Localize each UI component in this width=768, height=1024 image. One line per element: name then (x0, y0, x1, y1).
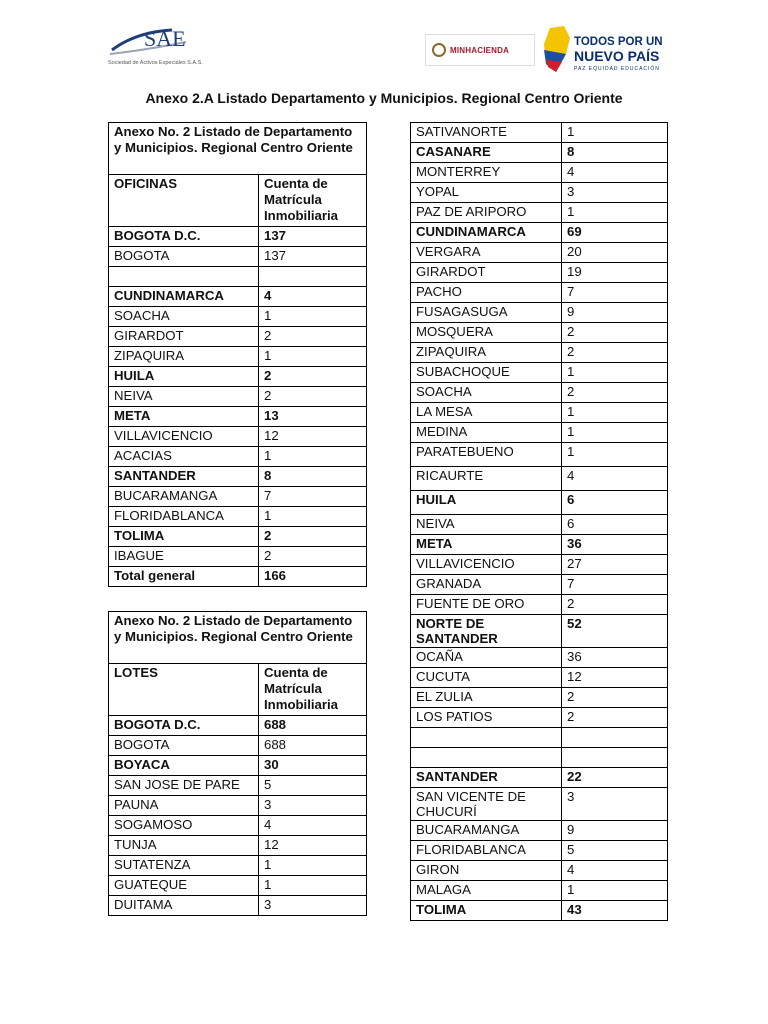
cell-name: GIRARDOT (411, 263, 562, 283)
cell-count: 13 (259, 407, 367, 427)
table-row (109, 796, 367, 816)
table-row (411, 708, 668, 728)
table-caption-row (109, 612, 367, 664)
table-row (411, 688, 668, 708)
cell-name: VERGARA (411, 243, 562, 263)
table-row (411, 491, 668, 515)
svg-text:SAE: SAE (144, 26, 186, 51)
cell-name: SUBACHOQUE (411, 363, 562, 383)
cell-name: TUNJA (109, 836, 259, 856)
cell-name: FUENTE DE ORO (411, 595, 562, 615)
cell-count: 36 (562, 535, 668, 555)
cell-name: HUILA (109, 367, 259, 387)
table-row (411, 203, 668, 223)
table-row (411, 223, 668, 243)
cell-name: META (411, 535, 562, 555)
cell-name: BOGOTA (109, 247, 259, 267)
cell-count: 2 (562, 595, 668, 615)
cell-name: NEIVA (109, 387, 259, 407)
table-row (411, 515, 668, 535)
table-row (411, 535, 668, 555)
cell-name: PARATEBUENO (411, 443, 562, 467)
cell-name: VILLAVICENCIO (109, 427, 259, 447)
page-title: Anexo 2.A Listado Departamento y Municipios. Regional Centro Oriente (145, 90, 623, 106)
cell-count: 7 (259, 487, 367, 507)
table-caption-row (109, 123, 367, 175)
cell-name: GUATEQUE (109, 876, 259, 896)
table-row (411, 423, 668, 443)
cell-count: 8 (562, 143, 668, 163)
cell-name: ZIPAQUIRA (109, 347, 259, 367)
cell-name (411, 728, 562, 748)
cell-count: 2 (259, 527, 367, 547)
cell-name (411, 748, 562, 768)
table-row (411, 841, 668, 861)
cell-name: SANTANDER (109, 467, 259, 487)
cell-count: 688 (259, 716, 367, 736)
table-row (109, 716, 367, 736)
cell-count: 1 (562, 363, 668, 383)
table-row (109, 227, 367, 247)
cell-count: 3 (259, 896, 367, 916)
table-row (411, 163, 668, 183)
cell-name: SANTANDER (411, 768, 562, 788)
table-row (411, 728, 668, 748)
table-row (411, 443, 668, 467)
table-row (109, 736, 367, 756)
cell-name: CUNDINAMARCA (109, 287, 259, 307)
cell-name: BUCARAMANGA (109, 487, 259, 507)
cell-count: 19 (562, 263, 668, 283)
cell-count: 137 (259, 247, 367, 267)
table-header-row (109, 175, 367, 227)
cell-count: 2 (562, 343, 668, 363)
cell-name: MALAGA (411, 881, 562, 901)
table-row (411, 748, 668, 768)
table-row (109, 387, 367, 407)
table-row (411, 788, 668, 821)
cell-count: 9 (562, 303, 668, 323)
cell-name: DUITAMA (109, 896, 259, 916)
cell-count: 6 (562, 491, 668, 515)
cell-count: 5 (259, 776, 367, 796)
cell-count: 12 (259, 427, 367, 447)
cell-count: 137 (259, 227, 367, 247)
cell-name: GIRARDOT (109, 327, 259, 347)
cell-name: CUCUTA (411, 668, 562, 688)
cell-count: 5 (562, 841, 668, 861)
table-row (109, 776, 367, 796)
cell-count: 688 (259, 736, 367, 756)
cell-count: 12 (562, 668, 668, 688)
tpn-line3: PAZ EQUIDAD EDUCACIÓN (574, 66, 660, 72)
column-header-oficinas: OFICINAS (109, 175, 259, 227)
cell-name: NEIVA (411, 515, 562, 535)
cell-name: HUILA (411, 491, 562, 515)
cell-count: 2 (562, 323, 668, 343)
table-row (411, 283, 668, 303)
cell-name: PACHO (411, 283, 562, 303)
cell-name: CUNDINAMARCA (411, 223, 562, 243)
cell-count: 20 (562, 243, 668, 263)
table-row (109, 527, 367, 547)
cell-name: LA MESA (411, 403, 562, 423)
column-header-lotes: LOTES (109, 664, 259, 716)
table-row (411, 768, 668, 788)
minhacienda-label: MINHACIENDA (450, 45, 510, 55)
table-row (109, 307, 367, 327)
cell-count: 1 (259, 347, 367, 367)
cell-name: IBAGUE (109, 547, 259, 567)
cell-count: 4 (259, 816, 367, 836)
lotes-table (108, 611, 367, 916)
cell-name: CASANARE (411, 143, 562, 163)
table-row (109, 267, 367, 287)
table-row (109, 407, 367, 427)
cell-count: 1 (562, 403, 668, 423)
table-row (109, 247, 367, 267)
cell-name: PAUNA (109, 796, 259, 816)
cell-name: BOGOTA D.C. (109, 227, 259, 247)
cell-count: 2 (562, 688, 668, 708)
cell-count: 8 (259, 467, 367, 487)
table-row (411, 243, 668, 263)
cell-count: 1 (259, 447, 367, 467)
table-row (109, 856, 367, 876)
table-row (109, 547, 367, 567)
cell-name: TOLIMA (109, 527, 259, 547)
sae-subtitle: Sociedad de Activos Especiales S.A.S. (108, 60, 203, 66)
cell-name: SUTATENZA (109, 856, 259, 876)
cell-count: 43 (562, 901, 668, 921)
cell-name: SAN JOSE DE PARE (109, 776, 259, 796)
cell-name: MEDINA (411, 423, 562, 443)
cell-count: 2 (259, 327, 367, 347)
table-row (411, 383, 668, 403)
cell-count: 2 (562, 708, 668, 728)
cell-count: 9 (562, 821, 668, 841)
cell-count: 27 (562, 555, 668, 575)
table-row (109, 487, 367, 507)
cell-count: 4 (562, 163, 668, 183)
table-row (411, 323, 668, 343)
table-row (109, 287, 367, 307)
cell-count: 69 (562, 223, 668, 243)
cell-count: 1 (259, 876, 367, 896)
cell-count: 1 (259, 507, 367, 527)
cell-name: BOYACA (109, 756, 259, 776)
cell-name: META (109, 407, 259, 427)
cell-name: VILLAVICENCIO (411, 555, 562, 575)
cell-count: 1 (562, 123, 668, 143)
todos-por-un-nuevo-pais-logo (540, 24, 663, 76)
table-row (411, 861, 668, 881)
table-row (411, 403, 668, 423)
table-row (411, 555, 668, 575)
table-row (109, 836, 367, 856)
cell-name: ACACIAS (109, 447, 259, 467)
cell-count: 2 (259, 387, 367, 407)
cell-name: GRANADA (411, 575, 562, 595)
table-row (411, 263, 668, 283)
column-header-cuenta: Cuenta de Matrícula Inmobiliaria (259, 664, 367, 716)
cell-name: NORTE DE SANTANDER (411, 615, 562, 648)
table-row (411, 648, 668, 668)
cell-count: 2 (259, 367, 367, 387)
cell-count: 2 (562, 383, 668, 403)
cell-count: 7 (562, 283, 668, 303)
cell-count: 1 (562, 423, 668, 443)
table-row (109, 756, 367, 776)
cell-count: 3 (562, 788, 668, 821)
cell-count: 1 (562, 881, 668, 901)
table-row (411, 123, 668, 143)
minhacienda-logo (425, 34, 535, 66)
cell-count: 52 (562, 615, 668, 648)
table-caption: Anexo No. 2 Listado de Departamento y Municipios. Regional Centro Oriente (109, 612, 367, 664)
cell-count: 166 (259, 567, 367, 587)
cell-name (109, 267, 259, 287)
cell-count: 3 (562, 183, 668, 203)
table-row (411, 575, 668, 595)
table-row (109, 896, 367, 916)
cell-name: SOACHA (109, 307, 259, 327)
cell-count: 1 (259, 307, 367, 327)
table-row (411, 615, 668, 648)
cell-name: EL ZULIA (411, 688, 562, 708)
coat-of-arms-icon (432, 43, 446, 57)
cell-name: FUSAGASUGA (411, 303, 562, 323)
table-row (109, 427, 367, 447)
cell-count (562, 728, 668, 748)
oficinas-table (108, 122, 367, 587)
cell-name: MOSQUERA (411, 323, 562, 343)
table-row (109, 507, 367, 527)
table-row (411, 363, 668, 383)
table-row (411, 595, 668, 615)
cell-name: LOS PATIOS (411, 708, 562, 728)
table-row (411, 343, 668, 363)
table-row (109, 467, 367, 487)
table-header-row (109, 664, 367, 716)
cell-name: SOGAMOSO (109, 816, 259, 836)
cell-count: 7 (562, 575, 668, 595)
continuation-table (410, 122, 668, 921)
cell-count: 1 (562, 203, 668, 223)
cell-name: SAN VICENTE DE CHUCURÍ (411, 788, 562, 821)
cell-name: FLORIDABLANCA (411, 841, 562, 861)
colombia-map-icon (540, 24, 574, 76)
table-row (109, 567, 367, 587)
cell-count: 30 (259, 756, 367, 776)
tpn-line1: TODOS POR UN (574, 36, 663, 48)
sae-swoosh-icon (106, 20, 210, 60)
cell-count: 1 (259, 856, 367, 876)
table-row (109, 816, 367, 836)
cell-name: ZIPAQUIRA (411, 343, 562, 363)
cell-name: Total general (109, 567, 259, 587)
table-caption: Anexo No. 2 Listado de Departamento y Municipios. Regional Centro Oriente (109, 123, 367, 175)
cell-name: BUCARAMANGA (411, 821, 562, 841)
table-row (109, 367, 367, 387)
cell-name: SATIVANORTE (411, 123, 562, 143)
table-row (109, 347, 367, 367)
cell-name: PAZ DE ARIPORO (411, 203, 562, 223)
cell-count: 12 (259, 836, 367, 856)
table-row (109, 447, 367, 467)
table-row (411, 303, 668, 323)
sae-logo (106, 20, 210, 72)
cell-count (562, 748, 668, 768)
cell-count: 6 (562, 515, 668, 535)
cell-name: FLORIDABLANCA (109, 507, 259, 527)
table-row (411, 183, 668, 203)
cell-name: OCAÑA (411, 648, 562, 668)
table-row (411, 881, 668, 901)
table-row (411, 668, 668, 688)
cell-name: BOGOTA D.C. (109, 716, 259, 736)
cell-name: RICAURTE (411, 467, 562, 491)
tpn-line2: NUEVO PAÍS (574, 48, 660, 64)
table-row (411, 901, 668, 921)
cell-count (259, 267, 367, 287)
cell-count: 2 (259, 547, 367, 567)
cell-count: 3 (259, 796, 367, 816)
table-row (109, 327, 367, 347)
cell-name: GIRON (411, 861, 562, 881)
cell-count: 4 (562, 467, 668, 491)
cell-count: 1 (562, 443, 668, 467)
cell-name: YOPAL (411, 183, 562, 203)
table-row (411, 821, 668, 841)
cell-name: SOACHA (411, 383, 562, 403)
cell-count: 22 (562, 768, 668, 788)
table-row (411, 467, 668, 491)
table-row (109, 876, 367, 896)
cell-name: TOLIMA (411, 901, 562, 921)
cell-name: BOGOTA (109, 736, 259, 756)
cell-count: 4 (562, 861, 668, 881)
cell-name: MONTERREY (411, 163, 562, 183)
cell-count: 36 (562, 648, 668, 668)
table-row (411, 143, 668, 163)
column-header-cuenta: Cuenta de Matrícula Inmobiliaria (259, 175, 367, 227)
cell-count: 4 (259, 287, 367, 307)
